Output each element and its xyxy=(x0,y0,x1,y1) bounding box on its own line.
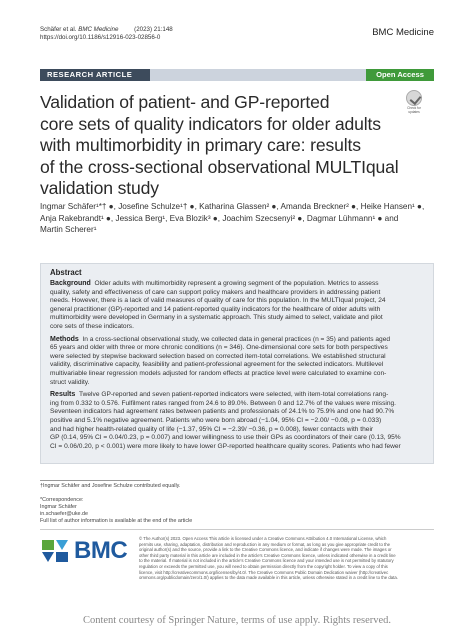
abstract-line: positive and 5.1% negative agreement. Patients who were born abroad (−1.04, 95% CI = −2.00/ −0.08, p = 0.033) xyxy=(50,416,382,424)
courtesy-notice: Content courtesy of Springer Nature, terms of use apply. Rights reserved. xyxy=(82,615,392,626)
license-line: other third party material in this article are included in the article's Creative Commons licence, unless indicated otherwise in a credit line xyxy=(139,552,396,558)
author-line[interactable]: Martin Scherer¹ xyxy=(40,225,97,234)
license-link-line[interactable]: licence, visit http://creativecommons.org/licenses/by/4.0/. The Creative Commons Public Domain Dedication waiver (http://creativec xyxy=(139,569,389,575)
license-line: permits use, sharing, adaptation, distribution and reproduction in any medium or format, as long as you give appropriate credit to the xyxy=(139,541,391,547)
abstract-line: were selected by stepwise backward selection based on corrected item-total correlations. We established structural xyxy=(50,352,386,360)
title-line: of the cross-sectional observational MULTIqual xyxy=(40,156,399,177)
bmc-logo-text: BMC xyxy=(74,537,128,564)
abstract-line: needs. However, there is a lack of valid measures of quality of care for this population. In the MULTIqual project, 24 xyxy=(50,297,386,305)
article-type-banner xyxy=(40,69,434,81)
license-link-line[interactable]: ommons.org/publicdomain/zero/1.0/) applies to the data made available in this article, unless otherwise stated in a credit line to the data. xyxy=(139,575,398,581)
research-article-label: RESEARCH ARTICLE xyxy=(40,69,150,81)
footnote-divider xyxy=(40,480,150,481)
footnote-line: Full list of author information is available at the end of the article xyxy=(40,518,193,524)
methods-text: In a cross-sectional observational study, we collected data in general practices (n = 35) and patients aged xyxy=(82,335,391,343)
license-line: regulation or exceeds the permitted use, you will need to obtain permission directly from the copyright holder. To view a copy of this xyxy=(139,563,388,569)
background-label: Background xyxy=(50,280,91,287)
author-line[interactable]: Ingmar Schäfer¹*† ●, Josefine Schulze¹† ●, Katharina Glassen² ●, Amanda Breckner² ●, Heike Hansen¹ ●, xyxy=(40,202,425,211)
header-year-volume: (2023) 21:148 xyxy=(134,26,173,33)
check-updates-label: Check for updates xyxy=(407,106,421,114)
footnotes xyxy=(40,483,192,525)
abstract-line xyxy=(50,336,430,345)
background-text: Older adults with multimorbidity represent a growing segment of the population. Metrics to assess xyxy=(94,280,379,287)
title-line: Validation of patient- and GP-reported xyxy=(40,92,330,112)
journal-name: BMC Medicine xyxy=(372,27,434,38)
abstract-line: multimorbidity were developed in Germany in a systematic approach. This study aimed to select, validate and pilot xyxy=(50,314,383,322)
title-line: core sets of quality indicators for older adults xyxy=(40,113,381,134)
abstract-line: GP (0.14, 95% CI = 0.04/0.23, p = 0.007) and lower willingness to use their GPs as coordinators of their care (0.13, 95% xyxy=(50,434,401,442)
abstract-line: Seventeen indicators had agreement rates between patients and professionals of 24.1% to 75.9% and one had 90.7% xyxy=(50,408,395,416)
abstract-line: validity, discriminative capacity, feasibility and patient-professional agreement for the selected indicators. Multilevel xyxy=(50,361,384,369)
abstract-line: and had higher health-related quality of life (−1.37, 95% CI = −2.39/ −0.36, p = 0.008), fewer contacts with their xyxy=(50,425,374,433)
license-line: © The Author(s) 2023. Open Access This article is licensed under a Creative Commons Attribution 4.0 International License, which xyxy=(139,536,387,541)
bmc-logo xyxy=(40,536,132,566)
abstract-line: general practitioner (GP)-reported and 14 patient-reported quality indicators for the healthcare of older adults with xyxy=(50,305,381,313)
abstract-line: ing from 0.332 to 0.576. Fulfilment rates ranged from 24.6 to 89.0%. Between 0 and 12.7% of the values were missing. xyxy=(50,399,397,407)
bmc-logo-icon xyxy=(40,536,72,566)
title-line: validation study xyxy=(40,178,159,198)
footnote-line: *Correspondence: xyxy=(40,497,84,503)
check-updates-icon xyxy=(406,90,422,106)
license-line: to the material. If material is not included in the article's Creative Commons licence and your intended use is not permitted by statutory xyxy=(139,558,394,564)
check-for-updates-button[interactable] xyxy=(403,90,425,114)
header-doi-link[interactable]: https://doi.org/10.1186/s12916-023-02856-0 xyxy=(40,34,161,42)
abstract-box xyxy=(40,263,434,464)
title-line: with multimorbidity in primary care: results xyxy=(40,135,361,155)
correspondence-email-link[interactable]: in.schaefer@uke.de xyxy=(40,511,89,517)
abstract-heading: Abstract xyxy=(50,268,82,277)
abstract-line: multivariable linear regression models adjusted for random effects at practice level were calculated to examine con- xyxy=(50,369,387,377)
header-journal: BMC Medicine xyxy=(78,26,119,33)
author-line[interactable]: Anja Rakebrandt¹ ●, Jessica Berg¹, Eva Blozik³ ●, Joachim Szecsenyi² ●, Dagmar Lühmann¹ ● and xyxy=(40,213,399,223)
abstract-line: core sets of these indicators. xyxy=(50,322,134,330)
header-authors: Schäfer et al. xyxy=(40,26,77,33)
footnote-line: †Ingmar Schäfer and Josefine Schulze contributed equally. xyxy=(40,483,181,489)
methods-label: Methods xyxy=(50,335,79,343)
results-label: Results xyxy=(50,391,76,399)
open-access-badge: Open Access xyxy=(366,69,434,81)
abstract-line: struct validity. xyxy=(50,378,90,386)
abstract-line xyxy=(50,280,430,289)
license-text xyxy=(139,536,434,581)
abstract-line xyxy=(50,391,430,400)
author-list xyxy=(40,201,434,236)
footer-divider xyxy=(40,529,434,530)
footnote-line: Ingmar Schäfer xyxy=(40,504,77,510)
abstract-line: 65 years and older with three or more chronic conditions (n = 346). One-dimensional core sets for both perspectives xyxy=(50,344,388,352)
abstract-line: CI = 0.06/0.20, p < 0.001) were more likely to have lower GP-reported healthcare quality scores. Patients who had fewer xyxy=(50,442,401,450)
license-line: original author(s) and the source, provide a link to the Creative Commons licence, and indicate if changes were made. The images or xyxy=(139,547,392,553)
running-header xyxy=(40,26,173,42)
results-text: Twelve GP-reported and seven patient-reported indicators were selected, with item-total correlations rang- xyxy=(78,391,389,399)
abstract-line: quality, safety and effectiveness of care can support policy makers and healthcare providers in addressing patient xyxy=(50,288,381,296)
article-title xyxy=(40,92,400,200)
footnote-line xyxy=(40,490,192,497)
abstract-body xyxy=(50,280,430,451)
